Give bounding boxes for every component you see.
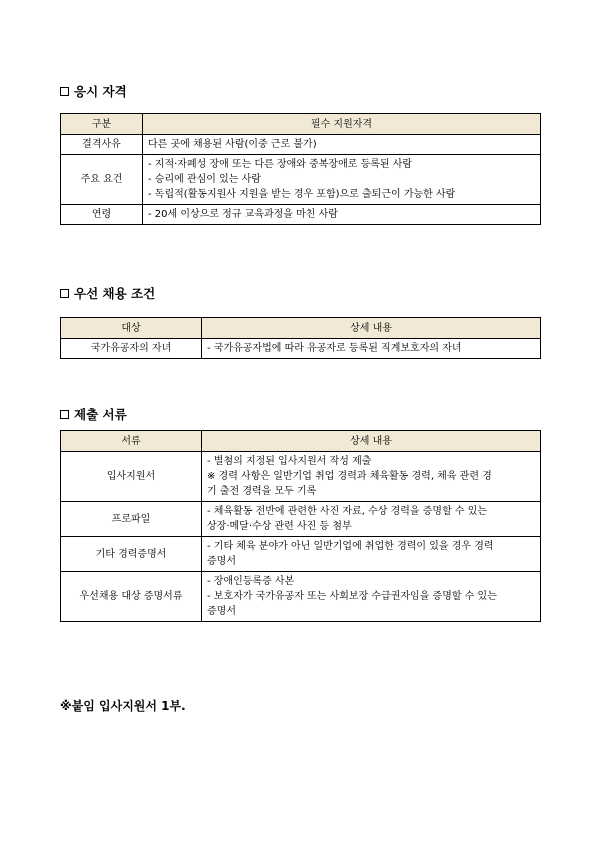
content-line: - 독립적(활동지원사 지원을 받는 경우 포함)으로 출퇴근이 가능한 사람 xyxy=(148,189,456,200)
content-line: - 20세 이상으로 정규 교육과정을 마친 사람 xyxy=(148,209,338,220)
content-line: - 승리에 관심이 있는 사람 xyxy=(148,174,261,185)
section-title-text: 응시 자격 xyxy=(74,84,127,99)
row-content xyxy=(202,572,541,622)
table-header-row xyxy=(61,431,541,452)
row-content xyxy=(143,155,541,205)
row-label: 프로파일 xyxy=(61,502,202,537)
table-row xyxy=(61,339,541,359)
row-label: 연령 xyxy=(61,205,143,225)
checkbox-icon xyxy=(60,87,69,96)
row-label: 입사지원서 xyxy=(61,452,202,502)
column-header: 상세 내용 xyxy=(202,431,541,452)
row-content xyxy=(143,205,541,225)
content-line: - 보호자가 국가유공자 또는 사회보장 수급권자임을 증명할 수 있는 xyxy=(207,591,497,602)
content-line: - 별첨의 지정된 입사지원서 작성 제출 xyxy=(207,456,372,467)
qualifications-table xyxy=(60,113,541,225)
row-content xyxy=(202,537,541,572)
row-label: 주요 요건 xyxy=(61,155,143,205)
row-content xyxy=(143,135,541,155)
content-line: - 지적·자폐성 장애 또는 다른 장애와 중복장애로 등록된 사람 xyxy=(148,159,413,170)
row-content xyxy=(202,452,541,502)
content-line: 상장·메달·수상 관련 사진 등 첨부 xyxy=(207,521,352,532)
section-title-qualifications xyxy=(60,82,127,100)
column-header: 대상 xyxy=(61,318,202,339)
content-line: - 체육활동 전반에 관련한 사진 자료, 수상 경력을 증명할 수 있는 xyxy=(207,506,488,517)
table-row xyxy=(61,155,541,205)
table-header-row xyxy=(61,114,541,135)
checkbox-icon xyxy=(60,289,69,298)
section-title-documents xyxy=(60,405,127,423)
row-label: 결격사유 xyxy=(61,135,143,155)
column-header: 서류 xyxy=(61,431,202,452)
table-header-row xyxy=(61,318,541,339)
table-row xyxy=(61,572,541,622)
table-row xyxy=(61,502,541,537)
row-content xyxy=(202,502,541,537)
checkbox-icon xyxy=(60,410,69,419)
attachment-note: ※붙임 입사지원서 1부. xyxy=(60,699,186,713)
content-line: 증명서 xyxy=(207,556,236,567)
content-line: 다른 곳에 채용된 사람(이중 근로 불가) xyxy=(148,139,317,150)
content-line: 기 출전 경력을 모두 기록 xyxy=(207,486,317,497)
section-title-priority xyxy=(60,284,155,302)
table-row xyxy=(61,205,541,225)
content-line: - 장애인등록증 사본 xyxy=(207,576,295,587)
section-title-text: 제출 서류 xyxy=(74,407,127,422)
row-label: 우선채용 대상 증명서류 xyxy=(61,572,202,622)
column-header: 구분 xyxy=(61,114,143,135)
table-row xyxy=(61,135,541,155)
row-label: 기타 경력증명서 xyxy=(61,537,202,572)
content-line: - 국가유공자법에 따라 유공자로 등록된 직계보호자의 자녀 xyxy=(207,343,462,354)
column-header: 상세 내용 xyxy=(202,318,541,339)
content-line: - 기타 체육 분야가 아닌 일반기업에 취업한 경력이 있을 경우 경력 xyxy=(207,541,494,552)
table-row xyxy=(61,452,541,502)
column-header: 필수 지원자격 xyxy=(143,114,541,135)
content-line: 증명서 xyxy=(207,606,236,617)
priority-table xyxy=(60,317,541,359)
row-label: 국가유공자의 자녀 xyxy=(61,339,202,359)
documents-table xyxy=(60,430,541,622)
section-title-text: 우선 채용 조건 xyxy=(74,286,156,301)
table-row xyxy=(61,537,541,572)
content-line: ※ 경력 사항은 일반기업 취업 경력과 체육활동 경력, 체육 관련 경 xyxy=(207,471,492,482)
row-content xyxy=(202,339,541,359)
